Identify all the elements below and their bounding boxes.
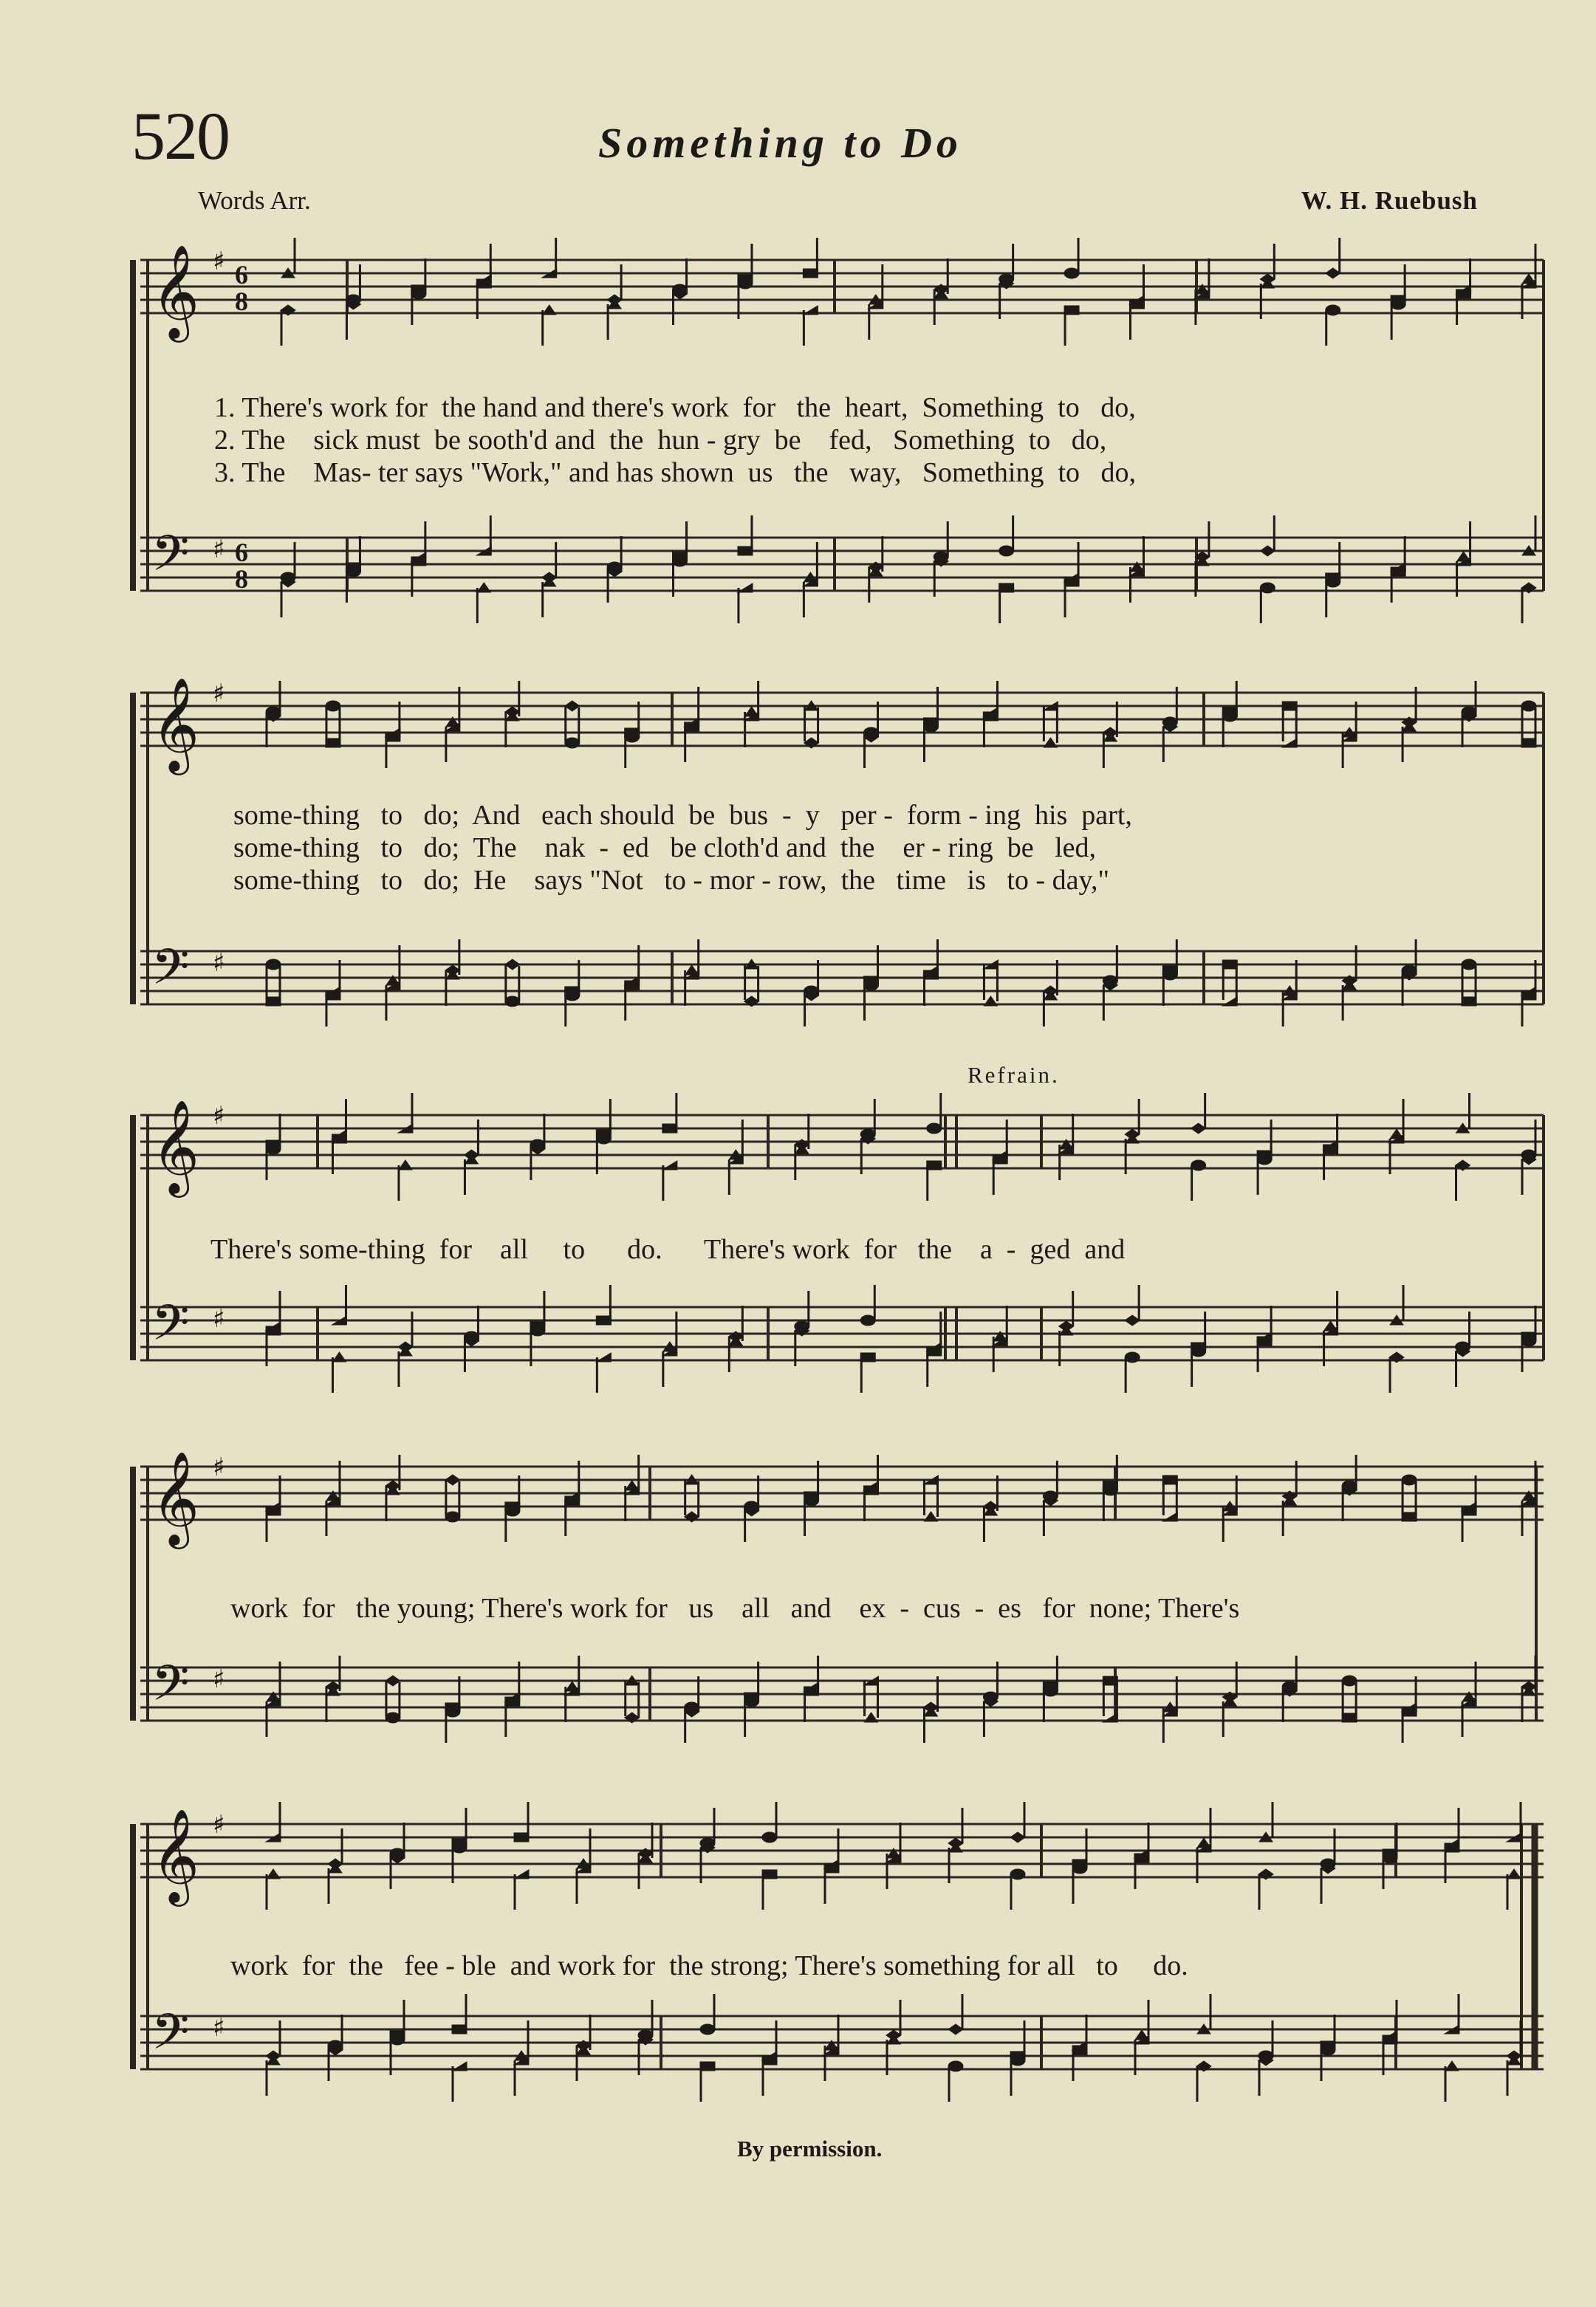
svg-text:𝄞: 𝄞 — [151, 1450, 200, 1545]
note-head — [795, 1321, 809, 1331]
note-head — [1260, 583, 1275, 593]
svg-text:𝄞: 𝄞 — [151, 1808, 200, 1902]
note-head — [1010, 1832, 1025, 1842]
note-head — [464, 1150, 479, 1160]
note-head — [1390, 1129, 1403, 1139]
note-head — [1059, 1321, 1074, 1331]
note-head — [1191, 1123, 1206, 1134]
note-head — [543, 305, 556, 315]
note-head — [565, 701, 580, 711]
note-head — [1462, 707, 1476, 717]
svg-text:𝄢: 𝄢 — [151, 1295, 190, 1363]
note-head — [1125, 1352, 1140, 1362]
note-head — [390, 1848, 405, 1859]
verse-3-line-1: 3. The Mas- ter says "Work," and has shown us the way, Something to do, — [214, 457, 1137, 488]
note-head — [266, 2051, 281, 2061]
note-head — [386, 1713, 400, 1723]
note-head — [999, 546, 1014, 556]
note-head — [662, 1161, 677, 1170]
permission-note: By permission. — [737, 2136, 883, 2162]
note-head — [1010, 2051, 1025, 2060]
note-head — [1064, 268, 1079, 278]
note-head — [1064, 306, 1079, 315]
svg-text:♯: ♯ — [213, 1304, 225, 1334]
svg-text:♯: ♯ — [213, 247, 225, 276]
note-head — [1103, 1481, 1117, 1490]
note-head — [685, 1702, 699, 1713]
note-head — [542, 572, 557, 583]
note-head — [673, 552, 688, 561]
note-head — [860, 1315, 875, 1326]
words-credit: Words Arr. — [198, 186, 311, 215]
refrain-label: Refrain. — [967, 1062, 1060, 1088]
note-head — [804, 1492, 819, 1501]
note-head — [1342, 1713, 1357, 1722]
note-head — [927, 1123, 942, 1134]
note-head — [700, 1838, 715, 1848]
note-head — [803, 269, 818, 278]
note-head — [1197, 1838, 1210, 1848]
note-head — [346, 563, 360, 572]
note-head — [326, 1682, 340, 1692]
note-head — [948, 1838, 963, 1848]
note-head — [1010, 1869, 1025, 1879]
svg-text:𝄢: 𝄢 — [151, 939, 190, 1007]
note-head — [923, 718, 938, 727]
note-head — [1321, 1859, 1335, 1869]
note-head — [514, 1833, 529, 1842]
note-head — [1043, 986, 1058, 996]
note-head — [673, 284, 688, 295]
note-head — [1521, 1332, 1536, 1341]
note-head — [565, 987, 580, 995]
clefs — [151, 244, 199, 2072]
note-head — [328, 2040, 343, 2051]
system-4-bass-staff — [140, 1667, 1544, 1721]
refrain-lyrics-2: work for the young; There's work for us all and ex - cus - es for none; There's — [230, 1593, 1240, 1624]
note-head — [762, 1870, 777, 1879]
note-head — [1507, 2051, 1521, 2061]
svg-text:♯: ♯ — [213, 1101, 225, 1131]
note-head — [596, 1316, 611, 1325]
note-head — [596, 1353, 611, 1362]
note-head — [1321, 2041, 1335, 2050]
note-head — [1445, 2061, 1459, 2071]
note-head — [934, 552, 948, 562]
note-head — [1457, 552, 1470, 561]
note-head — [886, 2030, 901, 2040]
system-3-treble-staff — [140, 1115, 1544, 1168]
note-head — [266, 997, 281, 1006]
note-head — [685, 965, 699, 975]
svg-text:♯: ♯ — [213, 1665, 225, 1694]
note-head — [530, 1322, 545, 1331]
note-head — [445, 1703, 460, 1712]
note-head — [1044, 738, 1057, 747]
note-head — [803, 306, 818, 315]
note-head — [1521, 738, 1536, 747]
note-head — [390, 2031, 405, 2040]
note-head — [477, 583, 490, 592]
svg-text:6: 6 — [235, 538, 248, 567]
note-head — [1135, 2030, 1148, 2040]
verse-3-line-2: some-thing to do; He says "Not to - mor - row, the time is to - day," — [233, 865, 1109, 896]
note-head — [1402, 965, 1417, 976]
note-head — [386, 1676, 400, 1686]
note-head — [1402, 1512, 1417, 1521]
music-credit: W. H. Ruebush — [1301, 186, 1478, 215]
note-head — [1391, 295, 1405, 304]
note-head — [1521, 701, 1536, 711]
svg-text:♯: ♯ — [213, 948, 225, 978]
svg-text:𝄞: 𝄞 — [151, 1099, 200, 1193]
verse-2-line-2: some-thing to do; The nak - ed be cloth'd and the er - ring be led, — [233, 832, 1097, 863]
note-head — [1342, 1481, 1357, 1491]
note-head — [1125, 1315, 1140, 1326]
note-head — [326, 738, 340, 747]
note-head — [638, 2030, 653, 2040]
note-head — [923, 1702, 938, 1713]
note-head — [505, 1502, 520, 1511]
note-head — [399, 1160, 412, 1170]
note-head — [445, 965, 460, 976]
note-head — [948, 2061, 963, 2071]
note-head — [626, 1481, 639, 1490]
note-head — [1521, 1682, 1536, 1692]
verse-2-line-1: 2. The sick must be sooth'd and the hun - gry be fed, Something to do, — [214, 425, 1107, 456]
note-head — [984, 996, 997, 1006]
note-head — [332, 1352, 346, 1362]
svg-text:8: 8 — [235, 564, 248, 594]
barlines — [133, 260, 1544, 2069]
note-head — [1103, 976, 1117, 986]
note-head — [744, 1501, 759, 1512]
note-head — [1162, 717, 1177, 727]
svg-text:𝄢: 𝄢 — [151, 525, 190, 594]
svg-text:6: 6 — [235, 260, 248, 289]
note-head — [1324, 1321, 1338, 1331]
note-head — [464, 1331, 479, 1342]
refrain-lyrics-1: There's some-thing for all to do. There's work for the a - ged and — [210, 1234, 1126, 1265]
note-head — [326, 701, 340, 711]
note-head — [452, 1839, 467, 1848]
note-head — [1462, 997, 1476, 1006]
note-head — [445, 1512, 460, 1522]
note-head — [1462, 959, 1476, 970]
svg-text:8: 8 — [235, 287, 248, 316]
note-head — [804, 986, 819, 996]
note-head — [1521, 1150, 1536, 1160]
note-head — [386, 1481, 400, 1491]
note-head — [346, 295, 360, 305]
note-head — [864, 976, 879, 985]
note-head — [1043, 1491, 1058, 1501]
svg-text:𝄞: 𝄞 — [151, 244, 200, 338]
note-head — [924, 1512, 937, 1521]
note-head — [1162, 1475, 1177, 1484]
note-head — [1162, 966, 1177, 975]
note-head — [266, 1140, 281, 1149]
note-head — [1222, 997, 1237, 1006]
note-head — [983, 1501, 998, 1512]
note-heads — [266, 238, 1536, 2102]
note-head — [1258, 2051, 1273, 2061]
note-head — [1507, 1869, 1521, 1879]
note-head — [281, 572, 295, 583]
note-head — [662, 1124, 677, 1133]
verse-1-line-1: 1. There's work for the hand and there's work for the heart, Something to do, — [214, 392, 1136, 423]
note-head — [607, 562, 622, 572]
system-4-treble-staff — [140, 1467, 1544, 1520]
note-head — [738, 546, 753, 555]
note-head — [1162, 1512, 1177, 1521]
note-head — [700, 2024, 715, 2035]
note-head — [1222, 960, 1237, 969]
note-head — [1522, 274, 1535, 284]
note-head — [738, 583, 753, 592]
note-head — [1260, 274, 1275, 284]
verse-1-line-2: some-thing to do; And each should be bus - y per - form - ing his part, — [233, 800, 1132, 831]
note-head — [266, 707, 281, 717]
svg-text:♯: ♯ — [213, 535, 225, 564]
note-head — [452, 2025, 467, 2034]
note-head — [607, 295, 622, 305]
note-head — [860, 1129, 875, 1139]
note-head — [744, 1693, 759, 1701]
note-head — [1043, 1682, 1058, 1691]
note-head — [1103, 727, 1117, 738]
note-head — [514, 1870, 529, 1879]
svg-text:♯: ♯ — [213, 679, 225, 708]
note-head — [762, 1832, 777, 1842]
note-head — [1383, 1849, 1397, 1858]
note-head — [1282, 738, 1297, 747]
svg-text:♯: ♯ — [213, 1453, 225, 1482]
note-head — [566, 1682, 579, 1691]
note-head — [596, 1130, 611, 1139]
note-head — [1191, 1160, 1206, 1170]
note-head — [565, 738, 580, 748]
note-head — [1222, 707, 1237, 716]
note-head — [948, 2024, 963, 2035]
note-head — [1282, 1682, 1297, 1692]
note-head — [1103, 1676, 1117, 1685]
note-head — [999, 274, 1014, 284]
note-head — [927, 1161, 942, 1170]
note-head — [1191, 1343, 1206, 1351]
note-head — [530, 1139, 545, 1150]
page-number: 520 — [131, 98, 229, 174]
svg-text:𝄢: 𝄢 — [151, 2003, 190, 2072]
note-head — [983, 1692, 998, 1702]
note-head — [738, 275, 753, 284]
note-head — [700, 2062, 715, 2071]
note-head — [1326, 305, 1340, 315]
note-head — [1326, 573, 1340, 582]
system-2-treble-staff — [140, 693, 1544, 746]
note-head — [445, 1475, 460, 1485]
note-head — [267, 1869, 280, 1879]
note-head — [505, 959, 520, 970]
note-head — [860, 1353, 875, 1362]
note-head — [1342, 1676, 1357, 1686]
note-head — [745, 707, 758, 716]
note-head — [865, 1713, 878, 1722]
note-head — [505, 707, 520, 717]
hymn-title: Something to Do — [598, 119, 962, 167]
note-head — [505, 996, 520, 1007]
note-head — [1103, 1713, 1117, 1722]
note-head — [1282, 702, 1297, 710]
note-head — [328, 1859, 343, 1869]
note-head — [864, 727, 879, 738]
svg-text:𝄞: 𝄞 — [151, 676, 200, 771]
note-head — [1260, 546, 1275, 556]
note-head — [1402, 1475, 1417, 1485]
refrain-lyrics-3: work for the fee - ble and work for the strong; There's something for all to do. — [230, 1950, 1188, 1981]
svg-text:♯: ♯ — [213, 1810, 225, 1840]
note-head — [625, 728, 640, 737]
svg-text:𝄢: 𝄢 — [151, 1655, 190, 1724]
note-head — [999, 583, 1014, 592]
note-head — [1072, 1859, 1087, 1868]
note-head — [1125, 1129, 1140, 1139]
note-head — [398, 1342, 413, 1352]
note-head — [452, 2062, 467, 2071]
key-signatures — [213, 247, 225, 2043]
note-head — [1257, 1151, 1272, 1159]
svg-text:♯: ♯ — [213, 2013, 225, 2043]
note-head — [1456, 1342, 1470, 1352]
note-head — [411, 285, 426, 294]
note-head — [266, 959, 281, 970]
note-head — [1326, 268, 1340, 278]
system-2-bass-staff — [140, 951, 1544, 1004]
